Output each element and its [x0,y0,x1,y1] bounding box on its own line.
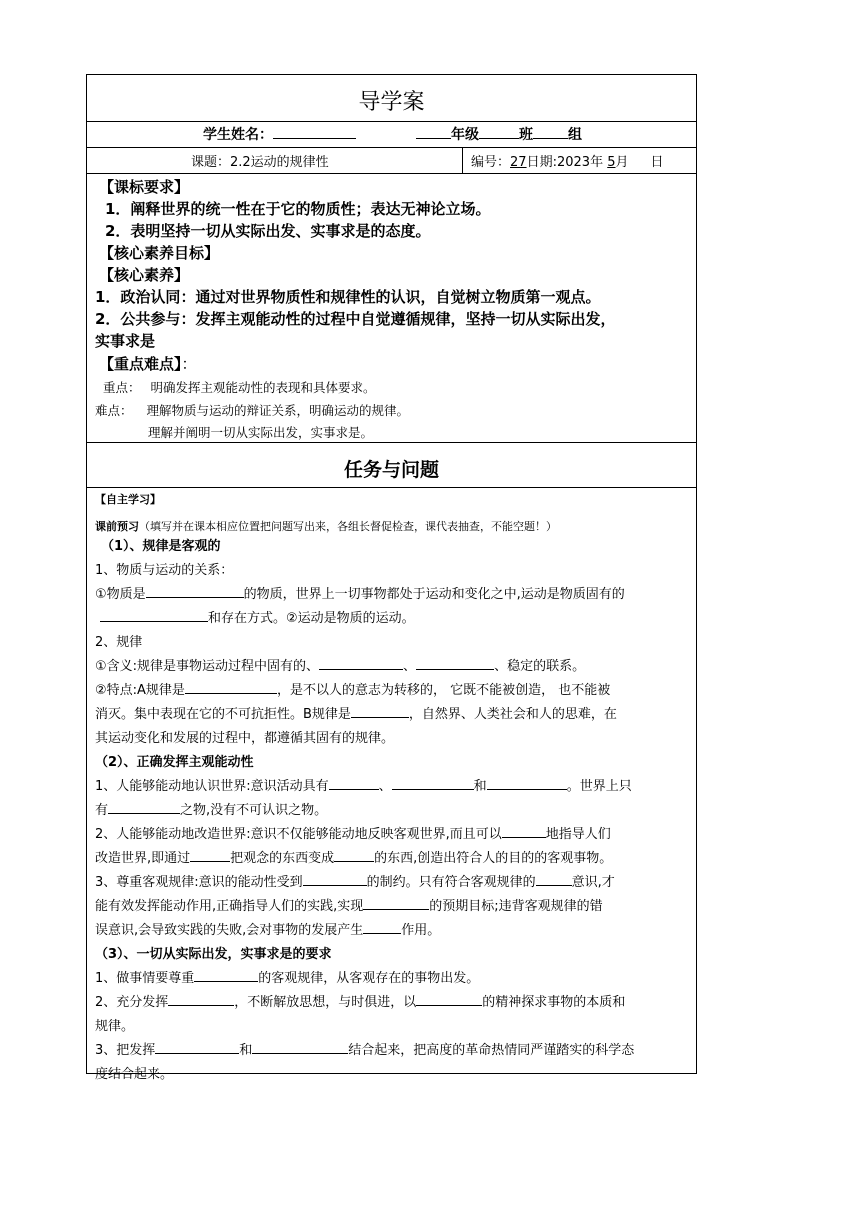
class-label: 班 [519,127,533,143]
s3-e: 度结合起来。 [95,1067,174,1082]
blank[interactable] [416,655,494,670]
student-name-blank[interactable] [273,124,356,139]
focus-label: 重点： [103,380,141,395]
blank[interactable] [351,703,409,718]
day-unit: 日 [650,155,664,170]
blank[interactable] [252,1039,348,1054]
s1-a: 1、物质与运动的关系： [95,563,234,578]
s1-f: ②特点:A规律是 ，是不以人的意志为转移的， 它既不能被创造， 也不能被 [95,679,691,703]
serial-value: 27 [510,155,527,170]
s3-d: 3、把发挥 和 结合起来，把高度的革命热情同严谨踏实的科学态 [95,1039,691,1063]
blank[interactable] [363,919,401,934]
s3-b: 2、充分发挥 ，不断解放思想，与时俱进，以 的精神探求事物的本质和 [95,991,691,1015]
serial-date: 编号：27日期:2023年 5月 日 [471,155,664,170]
tasks-title: 任务与问题 [343,459,439,481]
divider [87,147,696,148]
blank[interactable] [392,775,474,790]
blank[interactable] [334,847,374,862]
grade-class-row [416,124,582,144]
s1-g: 消灭。集中表现在它的不可抗拒性。B规律是 ，自然界、人类社会和人的思难，在 [95,703,691,727]
blank[interactable] [185,679,277,694]
divider [87,487,696,488]
divider [462,148,463,174]
s2-e: 3、尊重客观规律:意识的能动性受到 的制约。只有符合客观规律的 意识,才 [95,871,691,895]
divider [87,121,696,122]
focus-text: 明确发挥主观能动性的表现和具体要求。 [150,380,376,395]
s1-e: ①含义:规律是事物运动过程中固有的、 、 、稳定的联系。 [95,655,691,679]
blank[interactable] [155,1039,239,1054]
group-blank[interactable] [533,124,568,139]
keypoints-heading [99,353,197,374]
blank[interactable] [168,991,234,1006]
topic: 课题：2.2运动的规律性 [191,155,329,170]
study-content [95,535,691,1087]
s1-c: 和存在方式。②运动是物质的运动。 [95,607,691,631]
focus-row [103,378,376,396]
literacy-item-1: 1．政治认同：通过对世界物质性和规律性的认识，自觉树立物质第一观点。 [95,288,601,306]
s2-a: 1、人能够能动地认识世界:意识活动具有 、 和 。世界上只 [95,775,691,799]
date-month: 5 [607,155,616,170]
blank[interactable] [108,799,180,814]
serial-label: 编号 [471,155,498,170]
preview-label: 课前预习 [95,520,139,533]
year-unit: 年 [590,155,604,170]
group-label: 组 [568,127,582,143]
literacy-goal-heading: 【核心素养目标】 [99,244,220,262]
student-name-label: 学生姓名： [203,127,273,143]
standard-item-1: 1．阐释世界的统一性在于它的物质性；表达无神论立场。 [105,200,491,218]
keypoints-heading-text: 【重点难点】 [99,355,182,373]
self-study-heading: 【自主学习】 [95,493,161,506]
standard-item-2: 2．表明坚持一切从实际出发、实事求是的态度。 [105,222,431,240]
section-3-title: （3）、一切从实际出发，实事求是的要求 [95,947,332,962]
blank[interactable] [194,967,258,982]
section-1-title: （1）、规律是客观的 [101,539,221,554]
student-name-row [203,124,356,144]
s1-b: ①物质是 的物质，世界上一切事物都处于运动和变化之中,运动是物质固有的 [95,583,691,607]
difficulty-label: 难点： [95,403,133,418]
blank[interactable] [303,871,367,886]
divider [87,442,696,443]
blank[interactable] [363,895,429,910]
literacy-item-2: 2．公共参与：发挥主观能动性的过程中自觉遵循规律，坚持一切从实际出发， [95,310,616,328]
s2-b: 有 之物,没有不可认识之物。 [95,799,691,823]
s2-f: 能有效发挥能动作用,正确指导人们的实践,实现 的预期目标;违背客观规律的错 [95,895,691,919]
literacy-item-2-cont: 实事求是 [95,332,156,350]
standards-heading: 【课标要求】 [99,178,190,196]
s2-g: 误意识,会导致实践的失败,会对事物的发展产生 作用。 [95,919,691,943]
s3-c: 规律。 [95,1019,135,1034]
blank[interactable] [190,847,230,862]
blank[interactable] [146,583,244,598]
section-2-title: （2）、正确发挥主观能动性 [95,755,254,770]
difficulty-text-2: 理解并阐明一切从实际出发，实事求是。 [148,425,374,440]
difficulty-text-1: 理解物质与运动的辩证关系，明确运动的规律。 [146,403,410,418]
blank[interactable] [100,607,208,622]
s1-h: 其运动变化和发展的过程中，都遵循其固有的规律。 [95,731,395,746]
class-blank[interactable] [479,124,519,139]
preview-row [95,518,557,534]
blank[interactable] [536,871,572,886]
blank[interactable] [329,775,379,790]
month-unit: 月 [615,155,629,170]
date-year: 2023 [556,155,591,170]
worksheet-table [86,74,697,1082]
keypoints-heading-suffix: ： [181,355,197,373]
s2-c: 2、人能够能动地改造世界:意识不仅能够能动地反映客观世界,而且可以 地指导人们 [95,823,691,847]
s3-a: 1、做事情要尊重 的客观规律，从客观存在的事物出发。 [95,967,691,991]
page-title: 导学案 [358,90,425,115]
grade-label: 年级 [451,127,479,143]
blank[interactable] [416,991,482,1006]
literacy-heading: 【核心素养】 [99,266,190,284]
s2-d: 改造世界,即通过 把观念的东西变成 的东西,创造出符合人的目的的客观事物。 [95,847,691,871]
preview-note: （填写并在课本相应位置把问题写出来，各组长督促检查，课代表抽查，不能空题！） [139,520,557,533]
s1-d: 2、规律 [95,635,143,650]
blank[interactable] [502,823,546,838]
blank[interactable] [319,655,403,670]
divider [87,173,696,174]
difficulty-row [95,401,409,419]
blank[interactable] [487,775,567,790]
grade-blank[interactable] [416,124,451,139]
date-label: 日期 [526,155,553,170]
